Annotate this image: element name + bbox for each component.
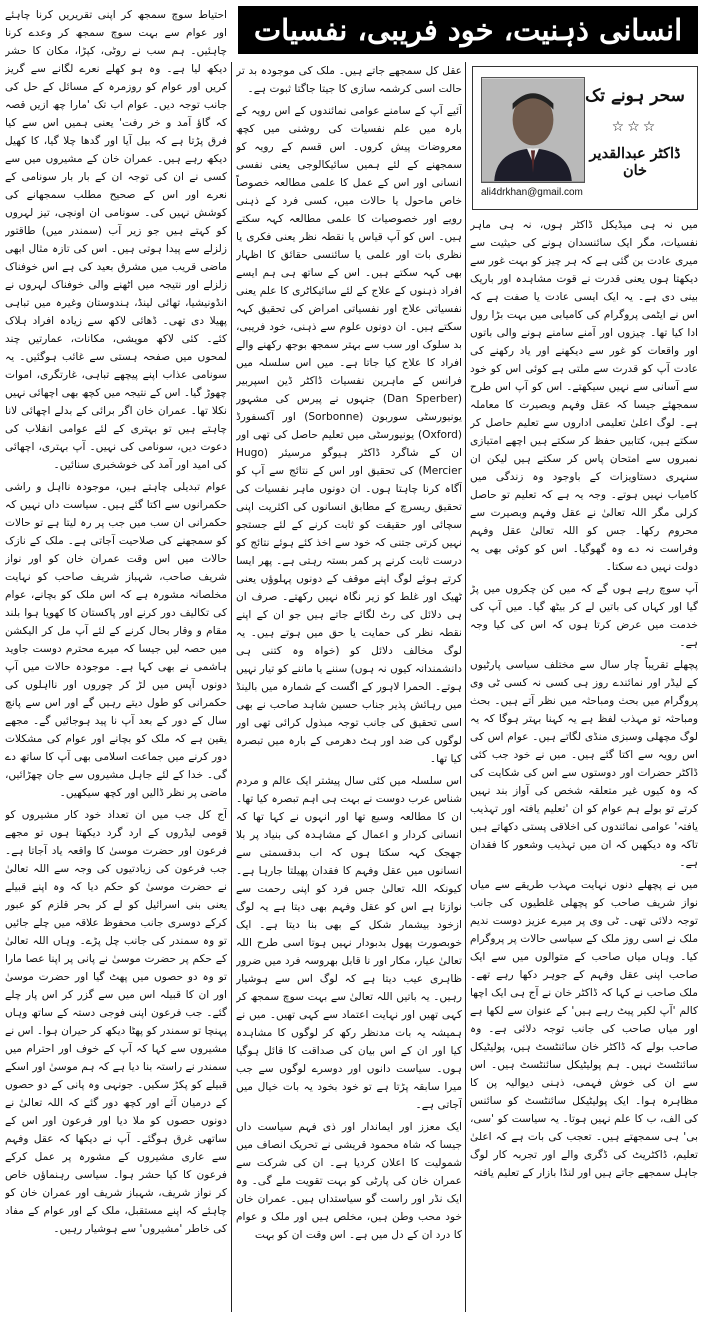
paragraph: احتیاط سوچ سمجھ کر اپنی تقریریں کرنا چاہئے اور عوام سے بہت سوچ سمجھ کر وعدے کرنا چاہئیں۔ ہم سب نے روٹی، کپڑا، مکان کا حشر دیکھ لیا ہے۔ وہ ہو کھلے نعرے لگانے سے گریز کریں اور عوام کو روزمرہ کے مسائل کے حل کی جانب توجہ دیں۔ عوام اب تک 'مارا چھ ازیں قصہ کہ گاؤ آمد و خر رفت' یعنی ہمیں اس سے کیا فرق پڑتا ہے کہ بیل آیا اور گدھا چلا گیا، کا کھیل دیکھ رہے ہیں۔ عمران خان کے مشیروں میں سے کسی نے ان کی توجہ ان کے بار بار سونامی کے نعرے اور اس کے صحیح مطلب سمجھانے کی کوشش نہیں کی۔ سونامی ان اونچی، تیز لہروں کو کہتے ہیں جو زیر آب (سمندر میں) طاقتور زلزلے سے پیدا ہوتی ہیں۔ اس کی تازہ مثال ابھی ماضی قریب میں مشرق بعید کی ہے اس خوفناک زلزلے اور نتیجہ میں اٹھنے والی خوفناک لہروں نے انڈونیشیا، تھائی لینڈ، ہندوستان وغیرہ میں تباہی پھیلا دی تھی۔ ڈھائی لاکھ سے زیادہ افراد ہلاک کئے۔ کئی لاکھ مویشی، مکانات، عمارتیں چند لمحوں میں صفحہ ہستی سے غائب ہوگئیں۔ یہ سونامی عذاب اپنے پیچھے تباہی، غارتگری، اموات چھوڑ گیا۔ اس کے نتیجہ میں کچھ بھی اچھائی نہیں نکلا تھا۔ عمران خان اگر برائی کے بدلے اچھائی لانا چاہتے ہیں تو بہتری کے لئے عوامی انقلاب کی دعوت دیں، سونامی کی نہیں۔ آپ بہتری، اچھائی کی امید اور آمد کی خوشخبری سنائیں۔ (5, 9, 227, 471)
headline-banner (238, 6, 698, 54)
byline-box (472, 66, 698, 210)
paragraph: عوام تبدیلی چاہتے ہیں، موجودہ نااہل و راشی حکمرانوں سے اکتا گئے ہیں۔ سیاست داں نہیں کہ حکمرانی ان سب میں جب پر رہ لیتا ہے تو حالات کو سمجھنے کی صلاحیت آجاتی ہے۔ ملک کے نازک حالات میں اس وقت عمران خان کو اور نواز شریف صاحب، شہباز شریف صاحب کو نہایت مخلصانہ مشورہ ہے کہ اس ملک کو بچانے، عوام کی تکالیف دور کرنے اور پاکستان کا کھویا ہوا بلند مقام و وقار بحال کرنے کے لئے آپ مل کر الیکشن میں حصہ لیں جیسا کہ میرے محترم دوست جاوید ہاشمی نے بھی کہا ہے۔ موجودہ حالات میں آپ دونوں آپس میں لڑ کر چوروں اور نااہلوں کی حکمرانی کو طول دیتے رہیں گے اور اس سے پانچ سال کے دور کے بعد آپ نا پید ہوجائیں گے۔ مجھے یقین ہے کہ ملک کو بچانے اور عوام کی مشکلات دور کرنے میں جماعت اسلامی بھی آپ کا ساتھ دے گی۔ خدا کے لئے جاہل مشیروں سے جان چھڑائیں، ماضی پر نظر ڈالیں اور کچھ سیکھیں۔ (5, 481, 227, 799)
author-email[interactable]: ali4drkhan@gmail.com (481, 187, 583, 198)
headline: انسانی ذہنیت، خود فریبی، نفسیات (253, 13, 683, 47)
paragraph: میں نہ ہی میڈیکل ڈاکٹر ہوں، نہ ہی ماہر نفسیات، مگر ایک سائنسدان ہونے کی حیثیت سے میری عادت بن گئی ہے کہ ہر چیز کو بہت غور سے دیکھتا ہوں یعنی قدرت نے قوت مشاہدہ اور باریک بینی دی ہے۔ یہ ایک ایسی عادت یا صفت ہے کہ اس نے ایٹمی پروگرام کی کامیابی میں بہت بڑا رول ادا کیا تھا۔ چیزوں اور آمنے سامنے ہونے والی باتوں اور واقعات کو غور سے دیکھنے اور یاد رکھنے کی عادت آپ کو قدرت سے ملتی ہے کوئی اس کو خود سے آسانی سے نہیں سیکھتے۔ اس کو آپ اس طرح سمجھئے جیسا کہ عقل وفہم وبصیرت کا معاملہ ہے۔ لوگ اعلیٰ تعلیمی اداروں سے تعلیم حاصل کر سکتے ہیں، کتابیں حفظ کر سکتے ہیں اچھے امتیازی نمبروں سے امتحان پاس کر سکتے ہیں لیکن ان سنہری دستاویزات کے باوجود وہ زندگی میں کامیاب نہیں ہوتے۔ وجہ یہ ہے کہ تعلیم تو حاصل کرلی مگر اللہ تعالیٰ نے عقل وفہم وبصیرت سے محروم رکھا۔ جس کو اللہ تعالیٰ عقل وفہم وفراست نہ دے وہ گھوگیا۔ اس کو کوئی بھی یہ دولت نہیں دے سکتا۔ (470, 219, 698, 573)
article-column-middle (236, 62, 462, 1312)
paragraph: میں نے پچھلے دنوں نہایت مہذب طریقے سے میاں نواز شریف صاحب کو پچھلی غلطیوں کی جانب توجہ دلائی تھی۔ ٹی وی پر میرے عزیز دوست ندیم ملک نے اسی روز ملک کے سیاسی حالات پر پروگرام کیا۔ وہاں میاں صاحب کے متوالوں میں سے ایک صاحب اپنی عقل وفہم کے جوہر دکھا رہے تھے۔ ملک صاحب نے کہا کہ ڈاکٹر خان نے آج ہی ایک اچھا کالم 'آپ لکیر پیٹ رہے ہیں' کے عنوان سے لکھا ہے اور میاں صاحب کی جانب توجہ دلائی ہے۔ وہ صاحب بولے کہ ڈاکٹر خان سائنٹسٹ ہیں، پولیٹیکل سائنٹسٹ نہیں۔ ہم پولیٹیکل سائنٹسٹ ہیں۔ اس سے ان کی خوش فہمی، ذہنی دیوالیہ پن کا مظاہرہ ہوا۔ ایک پولیٹیکل سائنٹسٹ کو سائنس کی الف، ب کا علم نہیں ہوتا۔ یہ سیاست کو 'سی، بی' ہی سمجھتے ہیں۔ تعجب کی بات ہے کہ اعلیٰ تعلیم، ڈاکٹریٹ کی ڈگری والے اور تجربہ کار لوگ جاہل سمجھے جاتے ہیں اور لنڈا بازار کے تعلیم یافتہ (470, 879, 698, 1179)
paragraph: عقل کل سمجھے جاتے ہیں۔ ملک کی موجودہ بد تر حالت اسی کرشمہ سازی کا جیتا جاگتا ثبوت ہے۔ (236, 65, 462, 95)
article-column-right (470, 216, 698, 1312)
column-divider (465, 62, 466, 1312)
paragraph: آئیے آپ کے سامنے عوامی نمائندوں کے اس رویہ کے بارہ میں علم نفسیات کی روشنی میں کچھ معروضات پیش کروں۔ اس قسم کے رویہ کو سمجھنے کے لئے ہمیں سائیکالوجی یعنی نفسی انسانی اور اس کے عمل کا علمی مطالعہ خصوصاً خاص ماحول یا حالات میں، کسی فرد کے ذہنی رویے اور خصوصیات کا علمی مطالعہ کہہ سکتے ہیں۔ اس کو آپ قیاس یا نقطہ نظر یعنی فکری یا نظری بات اور علمی یا سائنسی حقائق کا اظہار بھی کہہ سکتے ہیں۔ اس کے ساتھ ہی ہم ایسے افراد ذہنوں کے علاج کے لئے سائیکاٹری کا علم یعنی نفسیاتی علاج اور نفسیاتی امراض کی تحقیق کہہ سکتے ہیں۔ ان دونوں علوم سے ذہنی، خود فریبی، بد سلوک اور سب سے بہتر سمجھ بوجھ رکھنے والے افراد کا علاج کیا جاتا ہے۔ میں اس سلسلہ میں فرانس کے ماہرین نفسیات ڈاکٹر ڈین اسپربیر (Dan Sperber) جنہوں نے پیرس کی مشہور یونیورسٹی سوربون (Sorbonne) اور آکسفورڈ (Oxford) یونیورسٹی میں تعلیم حاصل کی تھی اور ان کے شاگرد ڈاکٹر ہیوگو مرسیئر (Hugo Mercier) کی تحقیق اور اس کے نتائج سے آپ کو آگاہ کرنا چاہتا ہوں۔ ان دونوں ماہر نفسیات کی تحقیق ریسرچ کے مطابق انسانوں کی اکثریت اپنی سچائی اور حقیقت کو ثابت کرنے کے لئے جستجو نہیں کرتی جتنی کہ خود سے اخذ کئے ہوئے نتائج کو درست ثابت کرنے پر کمر بستہ رہتی ہے۔ پھر ایسا کرتے ہوئے لوگ اپنے موقف کے دونوں پہلوؤں یعنی ٹھیک اور غلط کو زیر نگاہ نہیں رکھتے۔ صرف ان ہی دلائل کی رٹ لگائے جاتے ہیں جو ان کے اپنے نقطہ نظر کی حمایت یا حق میں ہوتے ہیں۔ یہ لوگ مخالف دلائل کو (خواہ وہ کتنی ہی دانشمندانہ کیوں نہ ہوں) سننے یا ماننے کو تیار نہیں ہوتے۔ الحمرا لاہور کے اگست کے شمارہ میں بالینڈ میں رہائش پذیر جناب حسین شاہد صاحب نے بھی اسی تحقیق کی جانب توجہ مبذول کرائی تھی اور لوگوں کی ضد اور ہٹ دھرمی کے بارہ میں تبصرہ کیا تھا۔ (236, 105, 462, 765)
column-name: سحر ہونے تک (585, 86, 685, 106)
paragraph: پچھلے تقریباً چار سال سے مختلف سیاسی پارٹیوں کے لیڈر اور نمائندے روز ہی کسی نہ کسی ٹی وی پروگرام میں بحث ومباحثہ میں نظر آتے ہیں۔ بحث ومباحثہ تو مہذب لفظ ہے یہ کہنا بہتر ہوگا کہ یہ لوگ مچھلی وسبزی منڈی لگاتے ہیں۔ عوام اس کی اس رویہ سے اکتا گئے ہیں۔ میں نے خود جب کئی ڈاکٹر حضرات اور دوستوں سے اس کی شکایت کی کہ وہ کیوں غیر متعلقہ شخص کی آواز بند نہیں کرتے تو بولے ہم عوام کو ان 'تعلیم یافتہ اور تہذیب یافتہ' عوامی نمائندوں کی اخلاقی پستی دکھاتے ہیں تاکہ وہ دیکھیں کہ ان میں تہذیب وشعور کا فقدان ہے۔ (470, 659, 698, 869)
author-photo (481, 77, 585, 183)
paragraph: اس سلسلہ میں کئی سال پیشتر ایک عالم و مردم شناس عرب دوست نے بہت ہی اہم تبصرہ کیا تھا۔ ان کا مطالعہ وسیع تھا اور انہوں نے کہا تھا کہ انسانی کردار و اعمال کے مشاہدہ کی بنیاد پر بلا جھجک کہہ سکتا ہوں کہ اب بدقسمتی سے انسانوں میں عقل وفہم کا فقدان پھیلتا جارہا ہے۔ کیونکہ اللہ تعالیٰ جس فرد کو اپنی رحمت سے نوازتا ہے اس کو عقل وفہم بھی دیتا ہے یہ لوگ ازخود بیشمار شکل کے بھی بنا دیتا ہے۔ ایک خوبصورت پھول بدبودار نہیں ہوتا اسی طرح اللہ تعالیٰ عیار، مکار اور نا قابل بھروسہ فرد میں ضرور ظاہری عیب دیتا ہے کہ لوگ اس سے ہوشیار رہیں۔ یہ باتیں اللہ تعالیٰ سے بہت سوچ سمجھ کر کہی تھیں اور نہایت اعتماد سے کہی تھیں۔ میں نے ہمیشہ یہ بات مدنظر رکھ کر لوگوں کا مشاہدہ کیا اور ان کے اس بیان کی صداقت کا قائل ہوگیا ہوں۔ سیاست دانوں اور دوسرے لوگوں سے جب میرا سابقہ پڑتا ہے تو خود بخود یہ بات خیال میں آجاتی ہے۔ (236, 775, 462, 1111)
author-name: ڈاکٹر عبدالقدیر خان (589, 145, 681, 179)
stars-ornament: ☆☆☆ (611, 119, 659, 135)
author-portrait-image (482, 78, 584, 182)
paragraph: آج کل جب میں ان تعداد خود کار مشیروں کو قومی لیڈروں کے ارد گرد دیکھتا ہوں تو مجھے فرعون اور حضرت موسیٰ کا واقعہ یاد آجاتا ہے۔ جب فرعون کی زیادتیوں کی وجہ سے اللہ تعالیٰ نے حضرت موسیٰ کو حکم دیا کہ وہ اپنے قبیلے یعنی بنی اسرائیل کو لے کر بحر قلزم کو عبور کرکے دوسری جانب محفوظ علاقہ میں چلے جائیں تو وہ سمندر کی جانب چل پڑے۔ وہاں اللہ تعالیٰ کے حکم پر حضرت موسیٰ نے پانی پر اپنا عصا مارا تو وہ دو حصوں میں پھٹ گیا اور حضرت موسیٰ اور ان کا قبیلہ اس میں سے گزر کر اس پار چلے گئے۔ جب فرعون اپنی فوجی دستہ کے ساتھ وہاں پہنچا تو سمندر کو پھٹا دیکھ کر حیران ہوا۔ اس نے مشیروں سے کہا کہ آپ کے خوف اور احترام میں سمندر نے راستہ بنا دیا ہے کہ ہم موسیٰ اور اسکے قبیلے کو پکڑ سکیں۔ جونہی وہ پانی کے دو حصوں کے درمیان آئے اور کچھ دور گئے کہ اللہ تعالیٰ نے دونوں حصوں کو ملا دیا اور فرعون اور اس کے ساتھی غرق ہوگئے۔ آپ نے دیکھا کہ عقل وفہم سے عاری مشیروں کے مشورہ پر عمل کرکے فرعون کا کیا حشر ہوا۔ سیاسی رہنماؤں خاص کر نواز شریف، شہباز شریف اور عمران خان کو چاہئے کہ اپنے مستقبل، ملک کے اور عوام کے مفاد کی خاطر 'مشیروں' سے ہوشیار رہیں۔ (5, 809, 227, 1235)
article-column-left (5, 6, 227, 1312)
column-divider (231, 62, 232, 1312)
paragraph: ایک معزز اور ایماندار اور ذی فہم سیاست داں جیسا کہ شاہ محمود قریشی نے تحریک انصاف میں شمولیت کا اعلان کردیا ہے۔ ان کی شرکت سے عمران خان کی پارٹی کو بہت تقویت ملے گی۔ وہ ایک نڈر اور راست گو سیاستداں ہیں۔ عمران خان خود محب وطن ہیں، مخلص ہیں اور ملک و عوام کا درد ان کے دل میں ہے۔ اس وقت ان کو بہت (236, 1121, 462, 1241)
paragraph: آپ سوچ رہے ہوں گے کہ میں کن چکروں میں پڑ گیا اور کہاں کی باتیں لے کر بیٹھ گیا۔ میں آپ کی خدمت میں عرض کرتا ہوں کہ اس کی کیا وجہ ہے۔ (470, 583, 698, 649)
